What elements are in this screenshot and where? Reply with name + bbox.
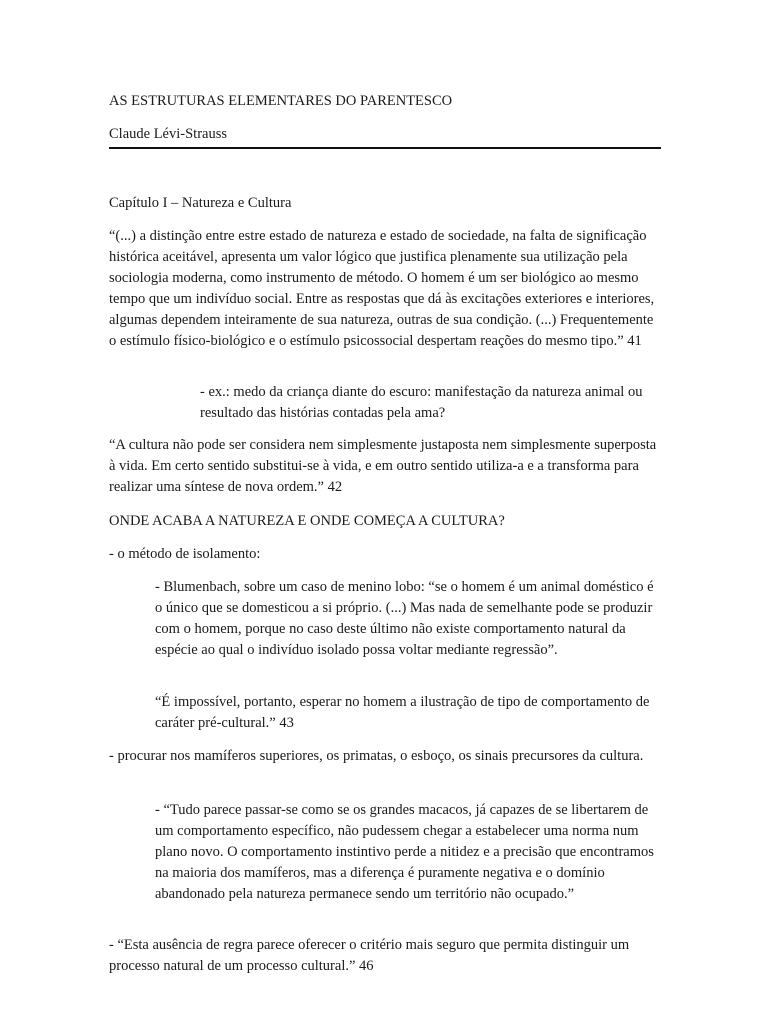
document-title: AS ESTRUTURAS ELEMENTARES DO PARENTESCO — [109, 93, 453, 109]
macacos-quote-paragraph: - “Tudo parece passar-se como se os grandes macacos, já capazes de se libertarem de um comportamento específico, não pudessem chegar a estabelecer uma norma num plano novo. O comportamento instintivo perde a nitidez e a precisão que encontramos na maioria dos mamíferos, mas a diferença é puramente negativa e o domínio abandonado pela natureza permanece sendo um território não ocupado.” — [155, 802, 654, 902]
final-quote-paragraph: - “Esta ausência de regra parece oferecer o critério mais seguro que permita distinguir um processo natural de um processo cultural.” 46 — [109, 937, 630, 974]
document-page — [109, 0, 661, 1024]
procurar-item: - procurar nos mamíferos superiores, os primatas, o esboço, os sinais precursores da cultura. — [109, 748, 644, 764]
blumenbach-paragraph: - Blumenbach, sobre um caso de menino lobo: “se o homem é um animal doméstico é o único que se domesticou a si próprio. (...) Mas nada de semelhante pode se produzir com o homem, porque no caso deste último não existe comportamento natural da espécie ao qual o indivíduo isolado possa voltar mediante regressão”. — [155, 579, 654, 658]
quote-paragraph-1: “(...) a distinção entre estre estado de natureza e estado de sociedade, na falta de significação histórica aceitável, apresenta um valor lógico que justifica plenamente sua utilização pela sociologia moderna, como instrumento de método. O homem é um ser biológico ao mesmo tempo que um indivíduo social. Entre as respostas que dá às excitações exteriores e interiores, algumas dependem inteiramente de sua natureza, outras de sua condição. (...) Frequentemente o estímulo físico-biológico e o estímulo psicossocial despertam reações do mesmo tipo.” 41 — [109, 228, 655, 349]
quote-paragraph-3: “É impossível, portanto, esperar no homem a ilustração de tipo de comportamento de caráter pré-cultural.” 43 — [155, 694, 650, 731]
header-rule — [109, 147, 661, 149]
question-heading: ONDE ACABA A NATUREZA E ONDE COMEÇA A CULTURA? — [109, 513, 505, 529]
quote-paragraph-2: “A cultura não pode ser considera nem simplesmente justaposta nem simplesmente superposta à vida. Em certo sentido substitui-se à vida, e em outro sentido utiliza-a e a transforma para realizar uma síntese de nova ordem.” 42 — [109, 437, 657, 495]
example-paragraph: - ex.: medo da criança diante do escuro: manifestação da natureza animal ou resultado das histórias contadas pela ama? — [200, 384, 643, 421]
document-author: Claude Lévi-Strauss — [109, 126, 227, 142]
chapter-heading: Capítulo I – Natureza e Cultura — [109, 195, 292, 211]
method-isolation-item: - o método de isolamento: — [109, 546, 261, 562]
